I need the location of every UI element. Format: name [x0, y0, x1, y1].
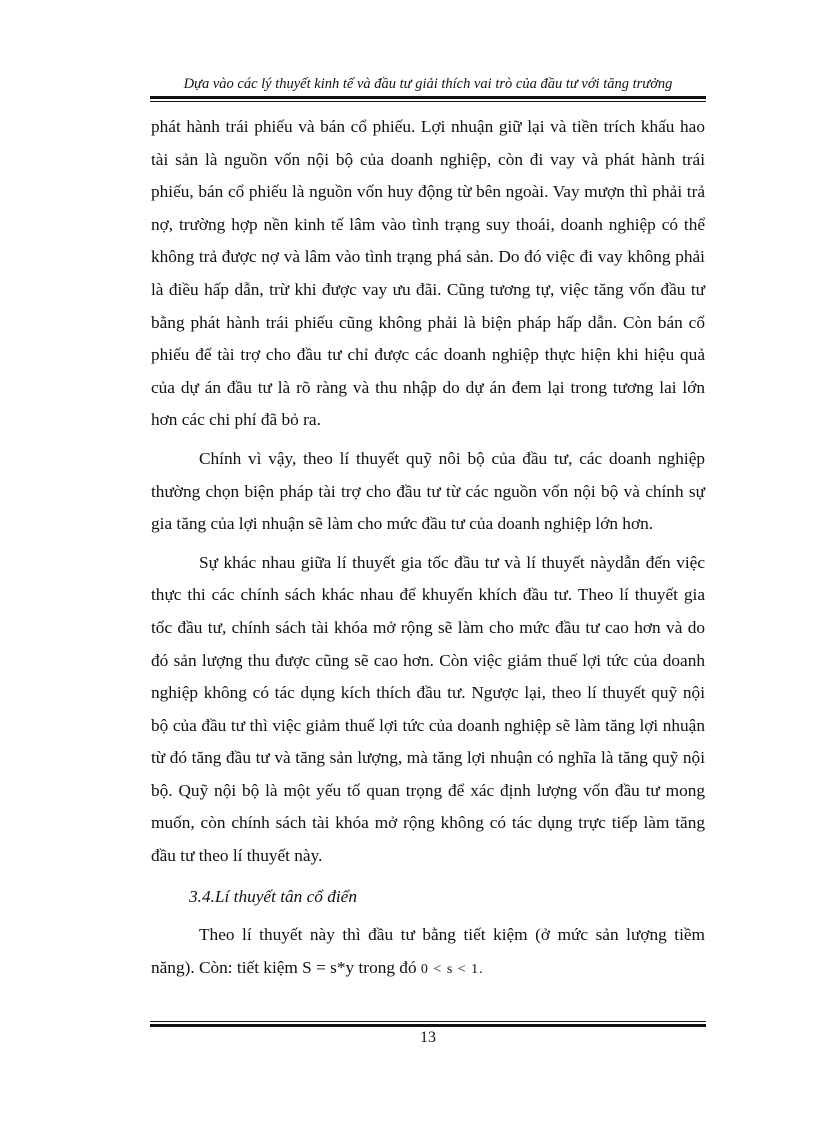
paragraph-with-formula	[151, 919, 705, 986]
paragraph: Chính vì vậy, theo lí thuyết quỹ nôi bộ của đầu tư, các doanh nghiệp thường chọn biện pháp tài trợ cho đầu tư từ các nguồn vốn nội bộ và chính sự gia tăng của lợi nhuận sẽ làm cho mức đầu tư của doanh nghiệp lớn hơn.	[151, 448, 705, 534]
paragraph-text: Theo lí thuyết này thì đầu tư bằng tiết kiệm (ở mức sản lượng tiềm năng). Còn: tiết kiệm S = s*y trong đó	[151, 925, 705, 977]
inline-formula: 0 < s < 1.	[420, 961, 484, 977]
page-number: 13	[420, 1029, 436, 1046]
footer-rule-thick	[150, 1024, 706, 1027]
running-header: Dựa vào các lý thuyết kinh tế và đầu tư giải thích vai trò của đầu tư với tăng trưởng	[183, 76, 673, 92]
paragraph-continued: phát hành trái phiếu và bán cổ phiếu. Lợi nhuận giữ lại và tiền trích khấu hao tài sản là nguồn vốn nội bộ của doanh nghiệp, còn đi vay và phát hành trái phiếu, bán cổ phiếu là nguồn vốn huy động từ bên ngoài. Vay mượn thì phải trả nợ, trường hợp nền kinh tế lâm vào tình trạng suy thoái, doanh nghiệp có thể không trả được nợ và lâm vào tình trạng phá sản. Do đó việc đi vay không phải là điều hấp dẫn, trừ khi được vay ưu đãi. Cũng tương tự, việc tăng vốn đầu tư bằng phát hành trái phiếu cũng không phải là biện pháp hấp dẫn. Còn bán cổ phiếu để tài trợ cho đầu tư chỉ được các doanh nghiệp thực hiện khi hiệu quả của dự án đầu tư là rõ ràng và thu nhập do dự án đem lại trong tương lai lớn hơn các chi phí đã bỏ ra.	[151, 117, 705, 430]
page-body	[151, 111, 705, 986]
footer-rule-thin	[150, 1021, 706, 1022]
header-rule-thick	[150, 96, 706, 99]
header-rule-thin	[150, 101, 706, 102]
paragraph: Sự khác nhau giữa lí thuyết gia tốc đầu tư và lí thuyết nàydẫn đến việc thực thi các chính sách khác nhau để khuyến khích đầu tư. Theo lí thuyết gia tốc đầu tư, chính sách tài khóa mở rộng sẽ làm cho mức đầu tư cao hơn và do đó sản lượng thu được cũng sẽ cao hơn. Còn việc giảm thuế lợi tức của doanh nghiệp không có tác dụng kích thích đầu tư. Ngược lại, theo lí thuyết quỹ nội bộ của đầu tư thì việc giảm thuế lợi tức của doanh nghiệp sẽ làm tăng lợi nhuận từ đó tăng đầu tư và tăng sản lượng, mà tăng lợi nhuận có nghĩa là tăng quỹ nội bộ. Quỹ nội bộ là một yếu tố quan trọng để xác định lượng vốn đầu tư mong muốn, còn chính sách tài khóa mở rộng không có tác dụng trực tiếp làm tăng đầu tư theo lí thuyết này.	[151, 552, 705, 866]
section-heading: 3.4.Lí thuyết tân cổ điển	[189, 886, 357, 906]
